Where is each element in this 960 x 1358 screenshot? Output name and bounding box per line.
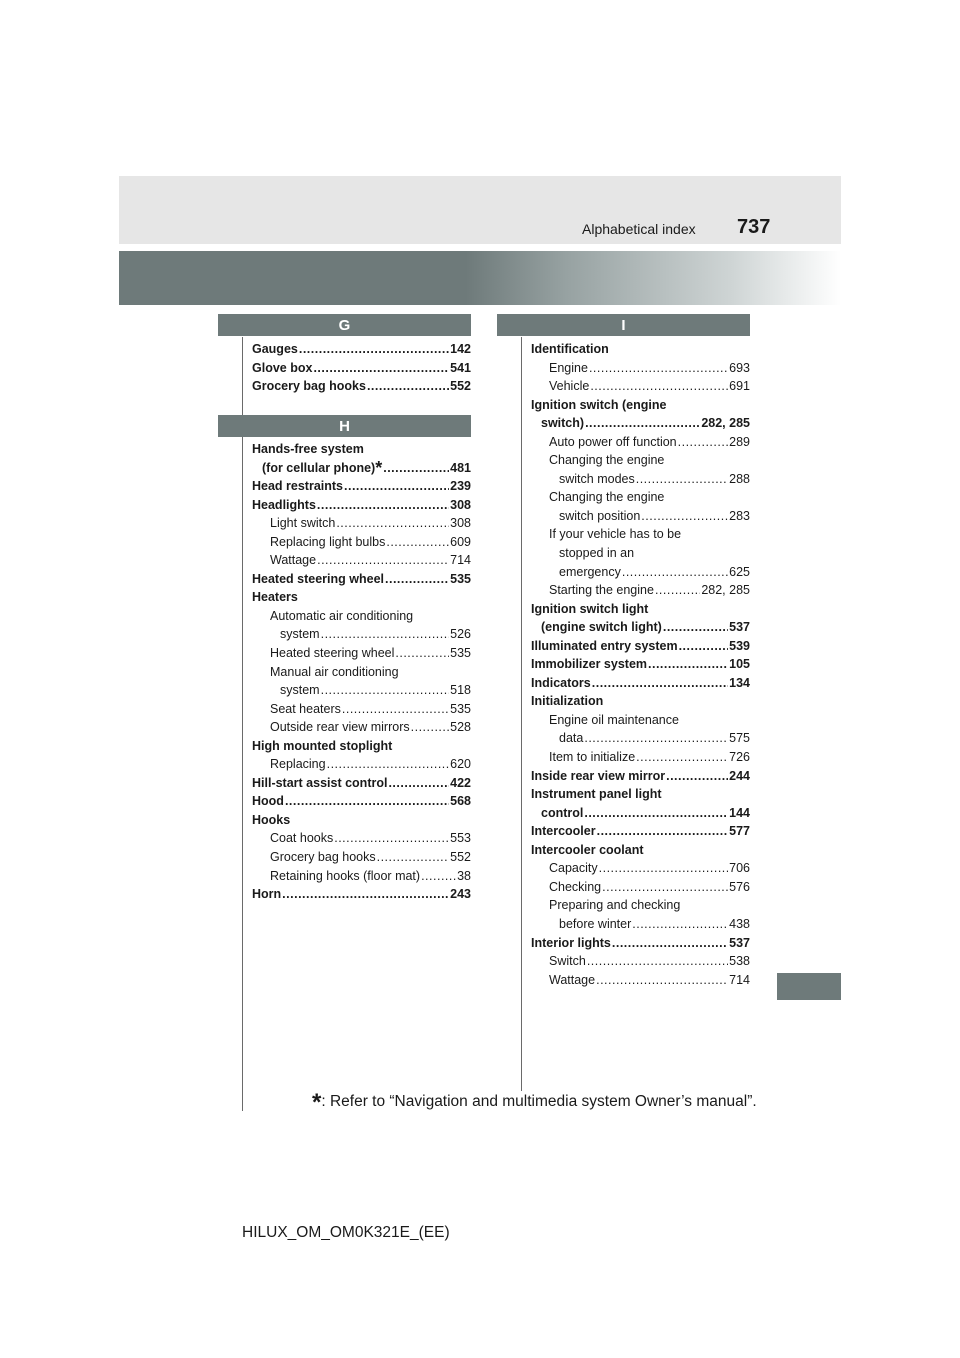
dot-leader xyxy=(589,359,728,378)
entry-term-text: Ignition switch (engine xyxy=(531,397,667,412)
index-group-i xyxy=(531,340,750,989)
entry-term-text: Indicators xyxy=(531,675,591,690)
index-entry xyxy=(252,477,471,496)
entry-page-ref: 552 xyxy=(450,379,471,394)
entry-term-text: Ignition switch light xyxy=(531,601,649,616)
entry-page-ref: 308 xyxy=(450,497,471,512)
entry-page-ref: 726 xyxy=(729,750,750,765)
index-entry xyxy=(531,841,750,860)
index-group-g xyxy=(252,340,471,396)
entry-term-text: Illuminated entry system xyxy=(531,638,678,653)
entry-term-text: Instrument panel light xyxy=(531,787,662,802)
index-entry xyxy=(252,533,471,552)
entry-term-text: (for cellular phone) xyxy=(262,460,376,475)
entry-term xyxy=(559,507,641,526)
entry-page-ref: 575 xyxy=(729,731,750,746)
entry-term-text: Changing the engine xyxy=(549,453,665,468)
entry-term-text: Heated steering wheel xyxy=(270,646,395,661)
footnote-text: : Refer to “Navigation and multimedia system Owner’s manual”. xyxy=(321,1093,757,1110)
entry-page-ref: 539 xyxy=(729,638,750,653)
index-entry xyxy=(531,822,750,841)
entry-term-text: before winter xyxy=(559,916,632,931)
entry-term-text: Grocery bag hooks xyxy=(252,379,366,394)
index-entry xyxy=(252,588,471,607)
entry-term-text: Changing the engine xyxy=(549,490,665,505)
index-entry xyxy=(531,359,750,378)
entry-page-ref: 620 xyxy=(450,757,471,772)
entry-term xyxy=(270,829,334,848)
entry-term-text: Manual air conditioning xyxy=(270,664,399,679)
entry-term xyxy=(549,878,602,897)
entry-term-text: Automatic air conditioning xyxy=(270,608,414,623)
entry-page-ref: 144 xyxy=(729,805,750,820)
dot-leader xyxy=(597,822,729,841)
entry-term-text: Engine xyxy=(549,360,588,375)
index-entry xyxy=(252,848,471,867)
index-entry xyxy=(252,440,471,459)
dot-leader xyxy=(313,359,449,378)
footnote xyxy=(312,1089,757,1116)
entry-term-text: Heaters xyxy=(252,590,298,605)
index-entry xyxy=(252,774,471,793)
entry-term xyxy=(252,496,317,515)
entry-term xyxy=(531,637,679,656)
dot-leader xyxy=(385,570,449,589)
index-entry xyxy=(252,496,471,515)
dot-leader xyxy=(327,755,450,774)
dot-leader xyxy=(663,618,728,637)
entry-page-ref: 422 xyxy=(450,775,471,790)
entry-page-ref: 691 xyxy=(729,379,750,394)
entry-term-text: Immobilizer system xyxy=(531,657,648,672)
index-entry xyxy=(252,570,471,589)
index-entry xyxy=(531,581,750,600)
index-entry xyxy=(252,377,471,396)
entry-term xyxy=(531,655,648,674)
entry-term-text: Outside rear view mirrors xyxy=(270,720,410,735)
index-entry xyxy=(252,792,471,811)
dot-leader xyxy=(342,700,449,719)
dot-leader xyxy=(592,674,728,693)
entry-page-ref: 244 xyxy=(729,768,750,783)
entry-term xyxy=(252,570,385,589)
entry-term xyxy=(270,514,336,533)
index-entry xyxy=(531,396,750,415)
entry-term-text: (engine switch light) xyxy=(541,620,662,635)
index-entry xyxy=(252,718,471,737)
dot-leader xyxy=(334,829,449,848)
entry-term-text: High mounted stoplight xyxy=(252,738,393,753)
dot-leader xyxy=(641,507,728,526)
entry-term-text: Wattage xyxy=(270,553,317,568)
entry-page-ref: 553 xyxy=(450,831,471,846)
entry-term xyxy=(252,477,344,496)
index-entry xyxy=(531,915,750,934)
dot-leader xyxy=(321,681,450,700)
index-entry xyxy=(531,470,750,489)
dot-leader xyxy=(388,774,449,793)
entry-term xyxy=(252,792,285,811)
index-entry xyxy=(252,459,471,478)
entry-page-ref: 282, 285 xyxy=(701,416,750,431)
entry-term-text: Intercooler coolant xyxy=(531,842,644,857)
dot-leader xyxy=(602,878,728,897)
index-entry xyxy=(252,700,471,719)
entry-page-ref: 134 xyxy=(729,675,750,690)
entry-page-ref: 693 xyxy=(729,360,750,375)
entry-term-text: Interior lights xyxy=(531,935,611,950)
entry-page-ref: 552 xyxy=(450,850,471,865)
dot-leader xyxy=(377,848,450,867)
entry-page-ref: 308 xyxy=(450,516,471,531)
dot-leader xyxy=(590,377,728,396)
index-entry xyxy=(531,451,750,470)
entry-term xyxy=(280,681,321,700)
entry-term xyxy=(270,848,377,867)
index-entry xyxy=(252,867,471,886)
entry-term-text: Hood xyxy=(252,794,284,809)
entry-term xyxy=(549,748,636,767)
index-entry xyxy=(531,767,750,786)
index-entry xyxy=(531,340,750,359)
entry-term xyxy=(549,971,596,990)
index-entry xyxy=(252,625,471,644)
footnote-star: * xyxy=(312,1089,322,1116)
entry-term xyxy=(559,915,632,934)
index-entry xyxy=(531,748,750,767)
entry-term xyxy=(270,533,386,552)
index-entry xyxy=(252,514,471,533)
entry-term xyxy=(270,755,327,774)
entry-term-text: Checking xyxy=(549,879,602,894)
entry-term xyxy=(531,934,612,953)
index-entry xyxy=(531,896,750,915)
entry-term-text: Inside rear view mirror xyxy=(531,768,666,783)
index-entry xyxy=(531,618,750,637)
entry-term xyxy=(549,859,599,878)
letter-heading-h: H xyxy=(218,415,471,437)
index-entry xyxy=(252,607,471,626)
entry-term-text: Coat hooks xyxy=(270,831,334,846)
entry-term-text: stopped in an xyxy=(559,546,635,561)
entry-page-ref: 38 xyxy=(457,868,471,883)
index-entry xyxy=(252,811,471,830)
entry-term-text: Heated steering wheel xyxy=(252,571,384,586)
entry-term-text: Vehicle xyxy=(549,379,590,394)
entry-term-text: control xyxy=(541,805,584,820)
entry-page-ref: 576 xyxy=(729,879,750,894)
entry-term-text: Capacity xyxy=(549,861,598,876)
entry-term-text: Head restraints xyxy=(252,479,344,494)
entry-term xyxy=(270,644,395,663)
entry-term xyxy=(270,700,342,719)
index-entry xyxy=(531,377,750,396)
dot-leader xyxy=(632,915,728,934)
entry-term xyxy=(531,767,666,786)
index-entry xyxy=(531,934,750,953)
entry-page-ref: 541 xyxy=(450,360,471,375)
entry-term-text: Grocery bag hooks xyxy=(270,850,376,865)
dot-leader xyxy=(317,551,449,570)
section-title: Alphabetical index xyxy=(582,221,696,237)
entry-term-text: Seat heaters xyxy=(270,701,341,716)
entry-term-text: Switch xyxy=(549,954,586,969)
index-entry xyxy=(252,681,471,700)
dot-leader xyxy=(587,952,728,971)
dot-leader xyxy=(321,625,450,644)
dot-leader xyxy=(421,867,456,886)
index-entry xyxy=(252,737,471,756)
dot-leader xyxy=(386,533,449,552)
index-entry xyxy=(531,488,750,507)
entry-term-text: Item to initialize xyxy=(549,750,636,765)
dot-leader xyxy=(636,470,728,489)
entry-term xyxy=(549,377,590,396)
index-entry xyxy=(531,878,750,897)
entry-term xyxy=(541,414,585,433)
dot-leader xyxy=(383,459,449,478)
entry-term-text: switch) xyxy=(541,416,585,431)
index-entry xyxy=(531,525,750,544)
entry-term-text: Hill-start assist control xyxy=(252,775,388,790)
entry-page-ref: 282, 285 xyxy=(701,583,750,598)
entry-term-text: Auto power off function xyxy=(549,434,677,449)
entry-page-ref: 526 xyxy=(450,627,471,642)
document-code: HILUX_OM_OM0K321E_(EE) xyxy=(242,1224,450,1241)
index-entry xyxy=(531,692,750,711)
dot-leader xyxy=(679,637,729,656)
entry-page-ref: 142 xyxy=(450,342,471,356)
entry-term-text: switch position xyxy=(559,508,641,523)
page-number: 737 xyxy=(737,216,771,238)
entry-term xyxy=(549,433,678,452)
index-entry xyxy=(531,600,750,619)
entry-term xyxy=(252,359,313,378)
entry-term-text: emergency xyxy=(559,564,621,579)
entry-term xyxy=(270,867,421,886)
dot-leader xyxy=(285,792,449,811)
dot-leader xyxy=(317,496,449,515)
entry-term xyxy=(531,822,597,841)
entry-term-text: If your vehicle has to be xyxy=(549,527,682,542)
entry-term xyxy=(270,551,317,570)
entry-term xyxy=(541,804,584,823)
entry-term xyxy=(262,459,383,478)
entry-page-ref: 537 xyxy=(729,935,750,950)
entry-page-ref: 239 xyxy=(450,479,471,494)
entry-term-text: Preparing and checking xyxy=(549,898,681,913)
dot-leader xyxy=(622,563,728,582)
entry-term xyxy=(531,674,592,693)
dot-leader xyxy=(655,581,700,600)
entry-page-ref: 289 xyxy=(729,434,750,449)
dot-leader xyxy=(584,804,728,823)
index-entry xyxy=(252,829,471,848)
index-entry xyxy=(531,637,750,656)
entry-term-text: Wattage xyxy=(549,972,596,987)
index-entry xyxy=(252,644,471,663)
letter-heading-i: I xyxy=(497,314,750,336)
right-column-rule xyxy=(521,337,522,1091)
entry-term xyxy=(280,625,321,644)
entry-term-text: Light switch xyxy=(270,516,336,531)
entry-page-ref: 283 xyxy=(729,508,750,523)
entry-term xyxy=(252,377,367,396)
entry-page-ref: 518 xyxy=(450,683,471,698)
entry-page-ref: 714 xyxy=(729,972,750,987)
dot-leader xyxy=(599,859,729,878)
entry-term xyxy=(549,952,587,971)
entry-term-text: Hands-free system xyxy=(252,442,364,456)
index-entry xyxy=(531,414,750,433)
entry-term-text: Replacing light bulbs xyxy=(270,534,386,549)
entry-term xyxy=(252,885,282,904)
entry-page-ref: 568 xyxy=(450,794,471,809)
index-group-h xyxy=(252,440,471,904)
letter-heading-g: G xyxy=(218,314,471,336)
dot-leader xyxy=(367,377,449,396)
dot-leader xyxy=(585,414,700,433)
entry-page-ref: 537 xyxy=(729,620,750,635)
entry-term-text: data xyxy=(559,731,584,746)
dot-leader xyxy=(282,885,449,904)
entry-term xyxy=(559,729,584,748)
entry-page-ref: 438 xyxy=(729,916,750,931)
entry-term-text: Gauges xyxy=(252,342,298,356)
index-entry xyxy=(252,885,471,904)
entry-page-ref: 481 xyxy=(450,460,471,475)
index-entry xyxy=(531,971,750,990)
dot-leader xyxy=(648,655,728,674)
dot-leader xyxy=(411,718,450,737)
entry-term-text: Glove box xyxy=(252,360,313,375)
entry-page-ref: 577 xyxy=(729,824,750,839)
index-entry xyxy=(531,952,750,971)
entry-page-ref: 714 xyxy=(450,553,471,568)
index-entry xyxy=(531,433,750,452)
index-entry xyxy=(252,551,471,570)
dot-leader xyxy=(636,748,728,767)
entry-term-text: Hooks xyxy=(252,812,291,827)
entry-term xyxy=(559,470,636,489)
entry-term-text: Headlights xyxy=(252,497,316,512)
entry-term-text: Engine oil maintenance xyxy=(549,712,679,727)
index-entry xyxy=(252,340,471,359)
entry-term-text: Replacing xyxy=(270,757,326,772)
entry-term-text: Retaining hooks (floor mat) xyxy=(270,868,421,883)
index-entry xyxy=(531,674,750,693)
chapter-side-tab xyxy=(777,973,841,1000)
dot-leader xyxy=(612,934,728,953)
index-entry xyxy=(531,655,750,674)
index-entry xyxy=(531,859,750,878)
entry-page-ref: 535 xyxy=(450,646,471,661)
index-entry xyxy=(531,563,750,582)
entry-page-ref: 535 xyxy=(450,571,471,586)
footnote-star-marker: * xyxy=(375,457,383,478)
index-entry xyxy=(531,729,750,748)
header-gradient-band xyxy=(119,251,841,305)
index-entry xyxy=(531,785,750,804)
index-entry xyxy=(252,663,471,682)
entry-term-text: system xyxy=(280,627,320,642)
entry-page-ref: 625 xyxy=(729,564,750,579)
header-bar xyxy=(119,176,841,244)
dot-leader xyxy=(666,767,728,786)
dot-leader xyxy=(596,971,728,990)
entry-term-text: Horn xyxy=(252,887,282,902)
entry-term-text: Identification xyxy=(531,342,609,356)
dot-leader xyxy=(678,433,729,452)
dot-leader xyxy=(299,340,449,359)
entry-term-text: Intercooler xyxy=(531,824,596,839)
entry-page-ref: 243 xyxy=(450,887,471,902)
index-entry xyxy=(531,711,750,730)
dot-leader xyxy=(336,514,449,533)
entry-term xyxy=(270,718,411,737)
entry-page-ref: 528 xyxy=(450,720,471,735)
entry-term-text: Starting the engine xyxy=(549,583,654,598)
left-column-rule xyxy=(242,337,243,1111)
entry-term xyxy=(559,563,622,582)
dot-leader xyxy=(395,644,449,663)
entry-term-text: system xyxy=(280,683,320,698)
index-entry xyxy=(531,804,750,823)
entry-page-ref: 538 xyxy=(729,954,750,969)
entry-page-ref: 535 xyxy=(450,701,471,716)
entry-term xyxy=(549,581,655,600)
entry-term xyxy=(541,618,663,637)
entry-page-ref: 288 xyxy=(729,471,750,486)
dot-leader xyxy=(344,477,449,496)
index-entry xyxy=(531,544,750,563)
entry-page-ref: 706 xyxy=(729,861,750,876)
dot-leader xyxy=(584,729,728,748)
entry-term xyxy=(252,340,299,359)
index-entry xyxy=(252,755,471,774)
entry-page-ref: 105 xyxy=(729,657,750,672)
entry-term-text: switch modes xyxy=(559,471,635,486)
entry-term xyxy=(549,359,589,378)
index-entry xyxy=(531,507,750,526)
entry-page-ref: 609 xyxy=(450,534,471,549)
index-entry xyxy=(252,359,471,378)
entry-term xyxy=(252,774,388,793)
entry-term-text: Initialization xyxy=(531,694,604,709)
